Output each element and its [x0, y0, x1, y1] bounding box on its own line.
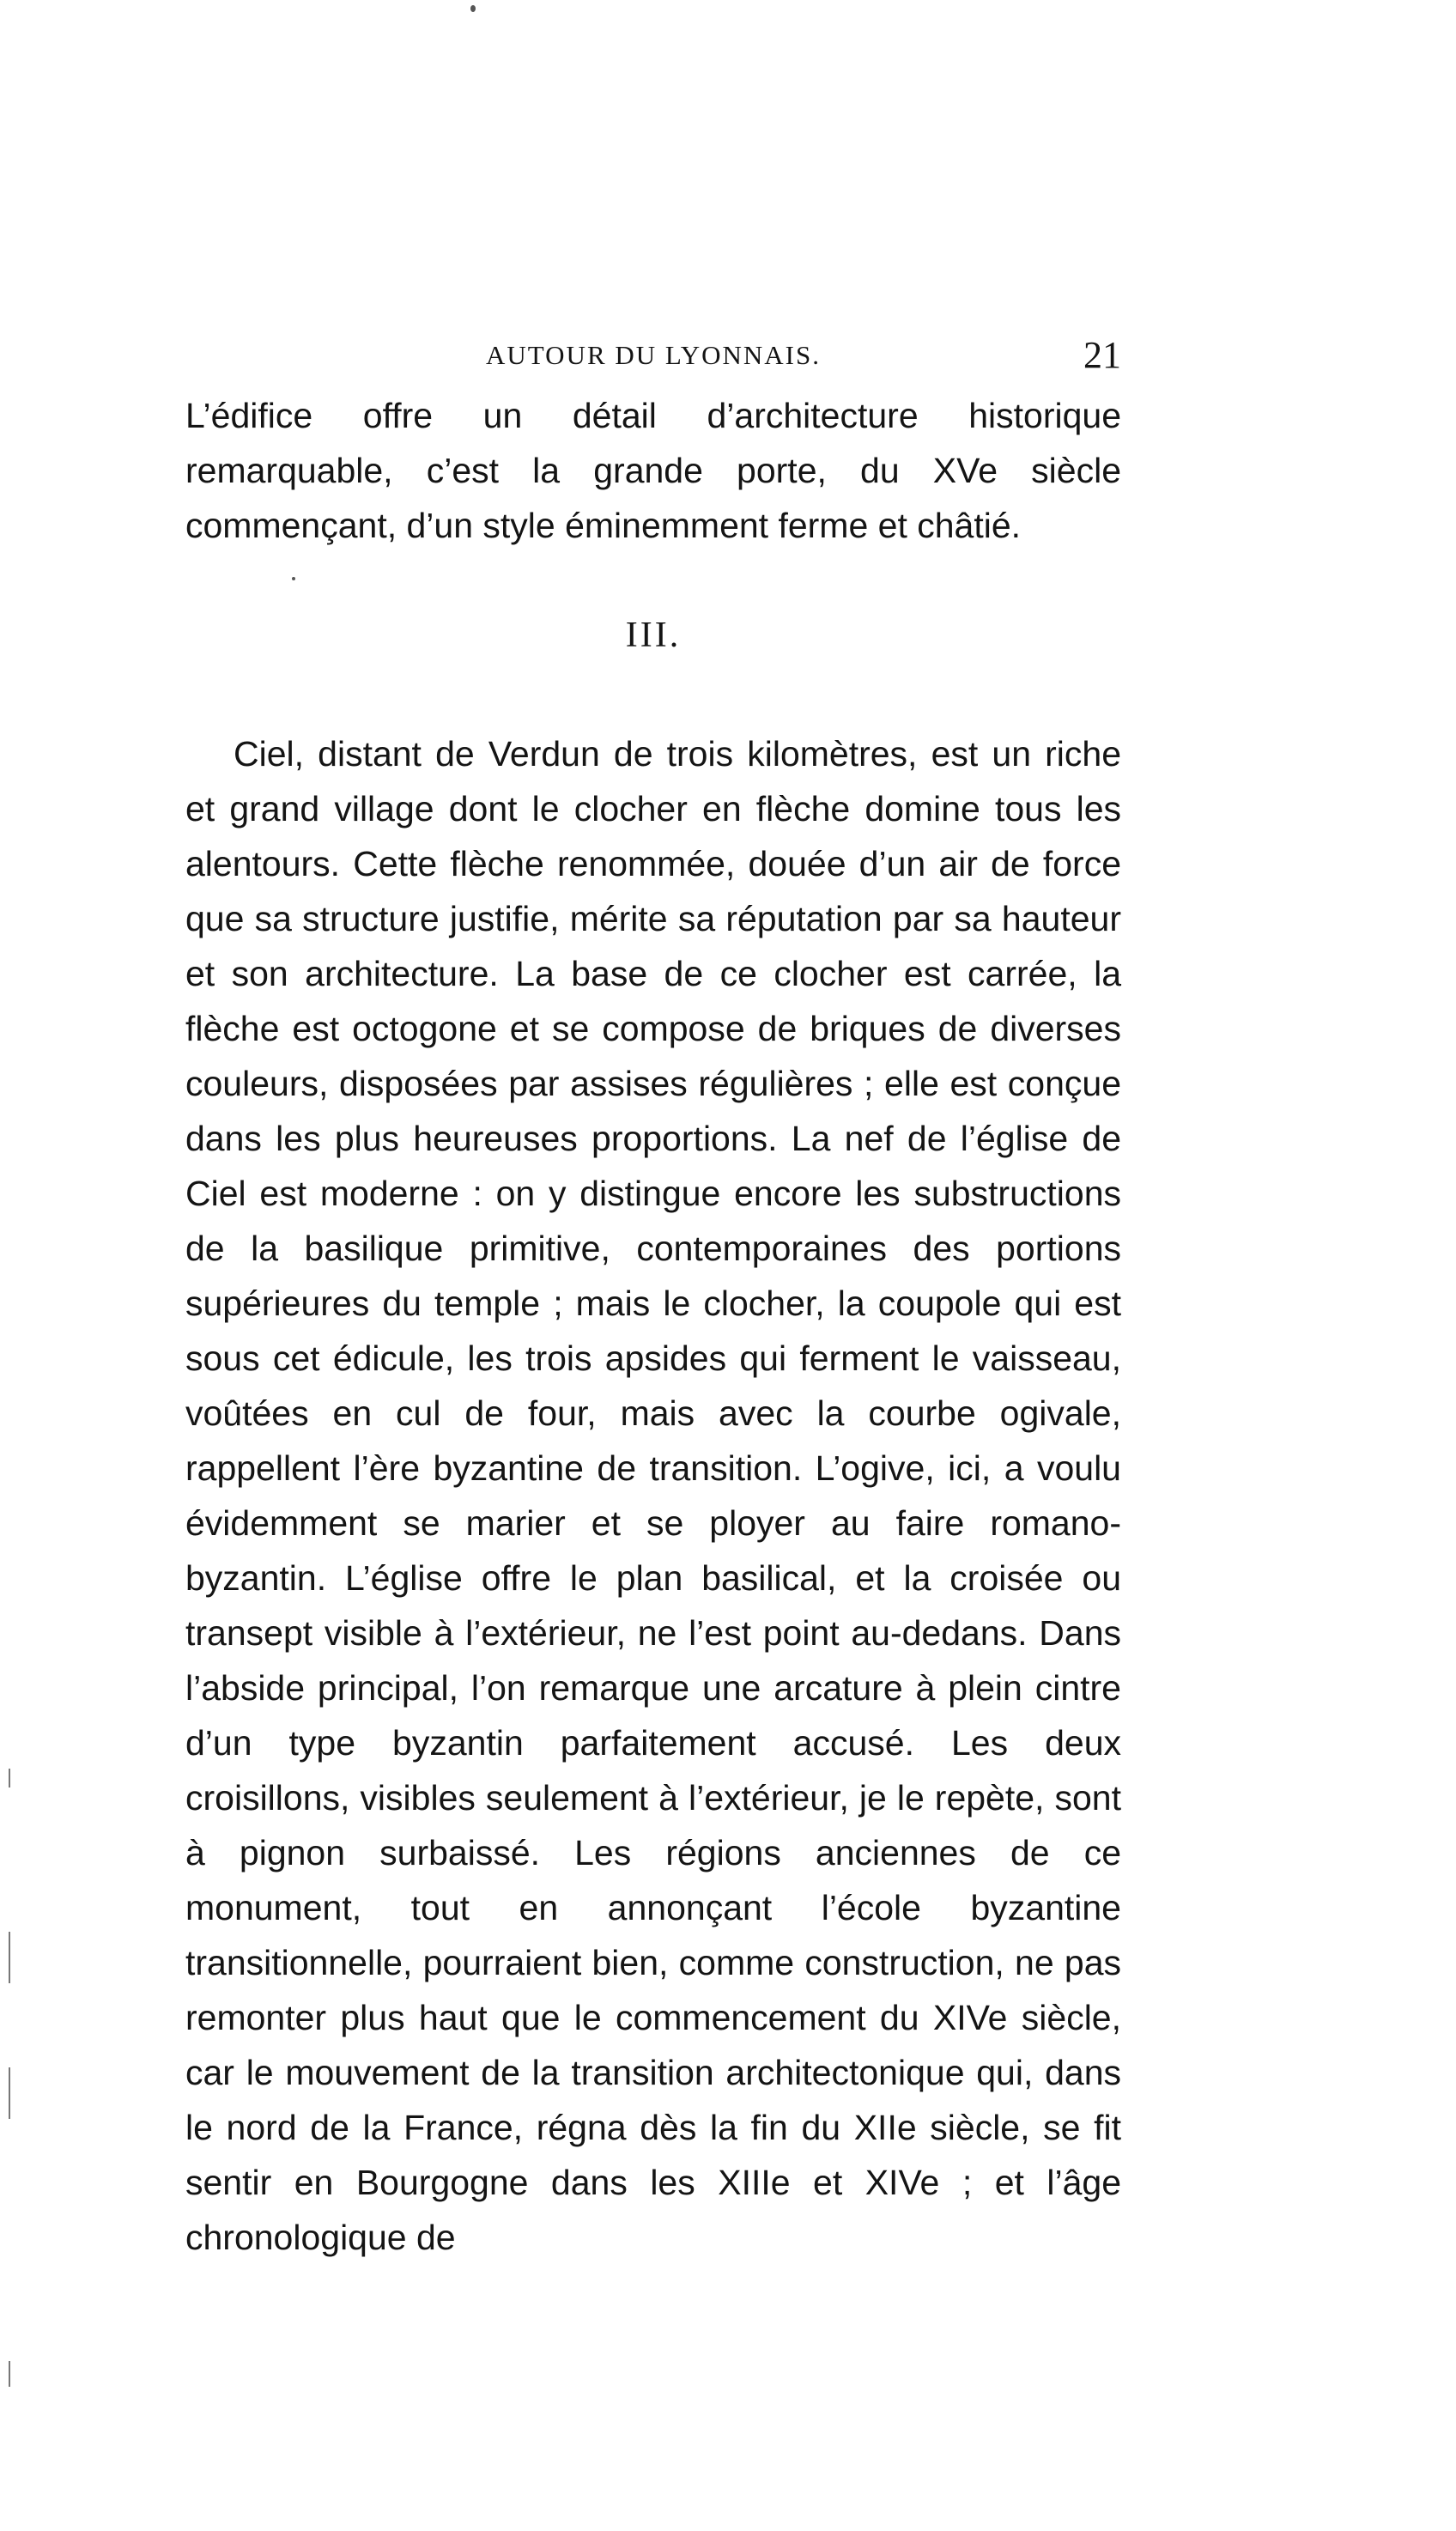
page-header [185, 333, 1121, 385]
text-block-section-iii [185, 726, 1121, 2265]
page-number: 21 [1083, 334, 1121, 376]
section-heading: III. [625, 616, 682, 655]
running-head: AUTOUR DU LYONNAIS. [486, 340, 821, 370]
paragraph-continuation: L’édifice offre un détail d’architecture historique remarquable, c’est la grande porte, du XVe siècle commençant, d’un style éminemment ferme et châtié. [185, 396, 1121, 545]
margin-mark [9, 1769, 10, 1787]
text-block-continuation [185, 388, 1121, 553]
margin-mark [9, 2361, 10, 2387]
ink-speck [292, 577, 295, 580]
margin-mark [9, 2067, 10, 2119]
paragraph-ciel: Ciel, distant de Verdun de trois kilomètres, est un riche et grand village dont le clocher en flèche domine tous les alentours. Cette flèche renommée, douée d’un air de force que sa structure justifie, mérite sa réputation par sa hauteur et son architecture. La base de ce clocher est carrée, la flèche est octogone et se compose de briques de diverses couleurs, disposées par assises régulières ; elle est conçue dans les plus heureuses proportions. La nef de l’église de Ciel est moderne : on y distingue encore les substructions de la basilique primitive, contemporaines des portions supérieures du temple ; mais le clocher, la coupole qui est sous cet édicule, les trois apsides qui ferment le vaisseau, voûtées en cul de four, mais avec la courbe ogivale, rappellent l’ère byzantine de transition. L’ogive, ici, a voulu évidemment se marier et se ployer au faire romano-byzantin. L’église offre le plan basilical, et la croisée ou transept visible à l’extérieur, ne l’est point au-dedans. Dans l’abside principal, l’on remarque une arcature à plein cintre d’un type byzantin parfaitement accusé. Les deux croisillons, visibles seulement à l’extérieur, je le repète, sont à pignon surbaissé. Les régions anciennes de ce monument, tout en annonçant l’école byzantine transitionnelle, pourraient bien, comme construction, ne pas remonter plus haut que le commencement du XIVe siècle, car le mouvement de la transition architectonique qui, dans le nord de la France, régna dès la fin du XIIe siècle, se fit sentir en Bourgogne dans les XIIIe et XIVe ; et l’âge chronologique de [185, 734, 1121, 2257]
ink-speck [470, 5, 476, 12]
margin-mark [9, 1932, 10, 1983]
